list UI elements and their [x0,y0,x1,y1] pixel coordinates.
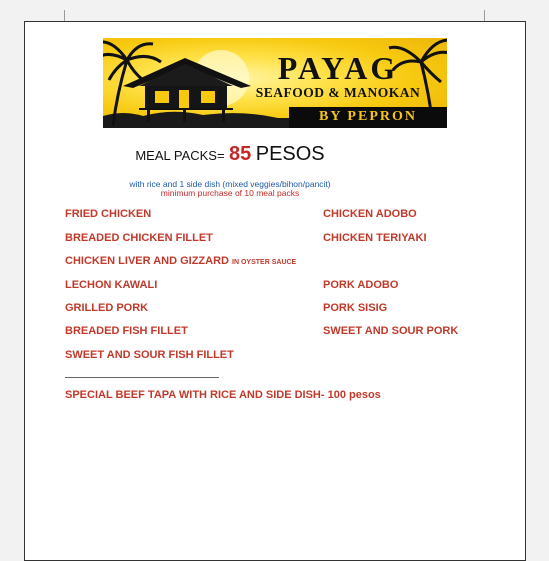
meal-packs-heading [25,143,435,166]
meal-packs-unit: PESOS [255,143,325,165]
menu-item-left [65,303,148,314]
menu-item-left [65,233,213,244]
menu-item-name: BREADED CHICKEN FILLET [65,232,213,244]
restaurant-banner [103,38,447,128]
menu-item-left [65,209,151,220]
special-offer: SPECIAL BEEF TAPA WITH RICE AND SIDE DISH- 100 pesos [65,389,381,401]
menu-item-left [65,256,296,267]
menu-item-right: PORK SISIG [323,302,388,314]
menu-item-name: CHICKEN LIVER AND GIZZARD [65,255,229,267]
menu-item-left [65,280,157,291]
meal-packs-minimum: minimum purchase of 10 meal packs [160,188,300,198]
menu-item-right: SWEET AND SOUR PORK [323,325,459,337]
section-divider [65,377,219,378]
menu-item-right: CHICKEN ADOBO [323,208,417,220]
banner-subtitle: SEAFOOD & MANOKAN [255,85,421,100]
document-page [24,21,526,561]
menu-item-name: SWEET AND SOUR FISH FILLET [65,349,234,361]
menu-item-name: LECHON KAWALI [65,279,158,291]
menu-item-left [65,326,188,337]
menu-item-name: FRIED CHICKEN [65,208,152,220]
meal-packs-price: 85 [229,143,252,165]
menu-item-right: PORK ADOBO [323,279,399,291]
banner-title: PAYAG [277,50,399,86]
menu-item-name: BREADED FISH FILLET [65,325,188,337]
banner-byline: BY PEPRON [319,109,417,124]
menu-item-right: CHICKEN TERIYAKI [323,232,427,244]
meal-packs-note: with rice and 1 side dish (mixed veggies/bihon/pancit) [129,179,331,189]
menu-item-extra: IN OYSTER SAUCE [232,259,297,266]
meal-packs-label: MEAL PACKS= [135,148,225,163]
menu-item-left [65,350,234,361]
menu-item-name: GRILLED PORK [65,302,149,314]
